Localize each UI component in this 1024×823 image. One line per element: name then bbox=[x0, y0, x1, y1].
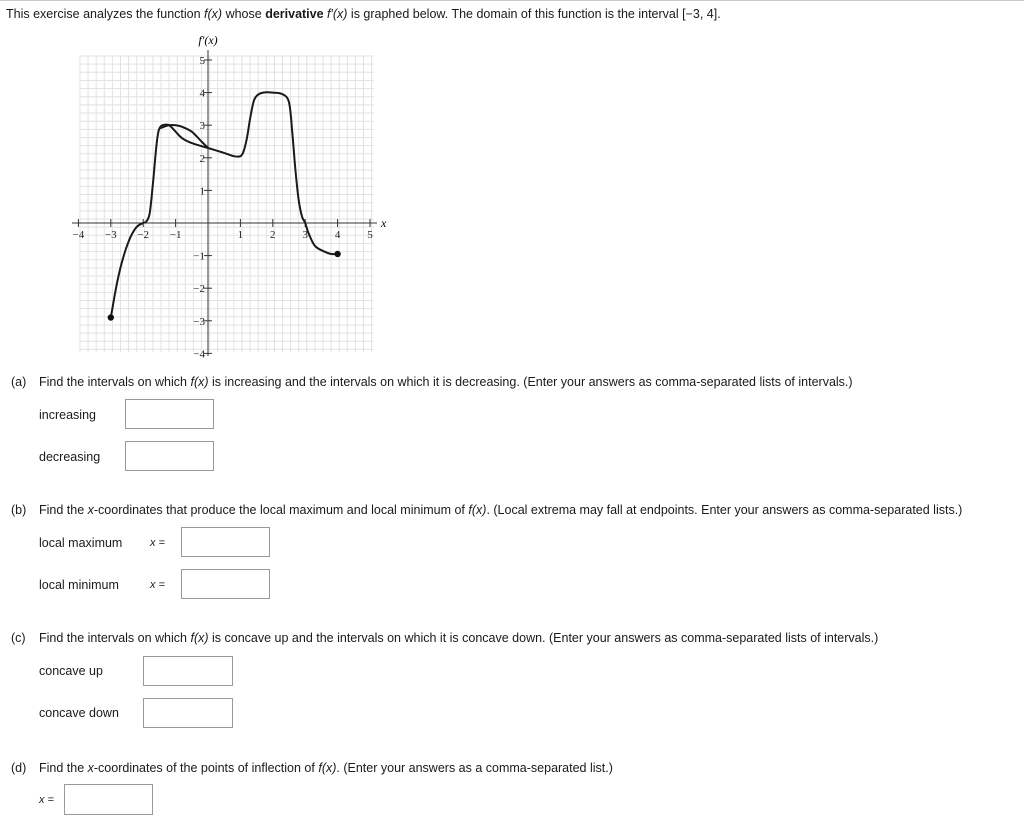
part-c-label: (c) bbox=[11, 631, 26, 645]
part-a-fx: f(x) bbox=[190, 375, 209, 389]
concave-down-label: concave down bbox=[39, 706, 119, 720]
intro-part3: is graphed below. The domain of this function is the interval [−3, 4]. bbox=[347, 7, 721, 21]
y-tick-label: −2 bbox=[193, 283, 205, 296]
endpoint-dot bbox=[334, 251, 340, 257]
part-b-text2: -coordinates that produce the local maximum and local minimum of bbox=[93, 503, 469, 517]
part-d-fx: f(x) bbox=[318, 761, 337, 775]
x-tick-label: −2 bbox=[137, 229, 150, 241]
local-min-input-box[interactable] bbox=[181, 569, 270, 599]
part-d-text1: Find the bbox=[39, 761, 88, 775]
concave-down-input-box[interactable] bbox=[143, 698, 233, 728]
increasing-label: increasing bbox=[39, 408, 96, 422]
part-d-question bbox=[11, 761, 613, 775]
local-max-input-box[interactable] bbox=[181, 527, 270, 557]
intro-part1: This exercise analyzes the function bbox=[6, 7, 205, 21]
part-b-label: (b) bbox=[11, 503, 27, 517]
part-c-text2: is concave up and the intervals on which it is concave down. (Enter your answers as comma-separated lists of intervals.) bbox=[208, 631, 879, 645]
part-b-text3: . (Local extrema may fall at endpoints. Enter your answers as comma-separated lists.) bbox=[486, 503, 963, 517]
part-d-text3: . (Enter your answers as a comma-separated list.) bbox=[336, 761, 613, 775]
y-tick-label: 4 bbox=[199, 87, 205, 100]
x-tick-label: −4 bbox=[72, 229, 85, 241]
inflection-input[interactable] bbox=[65, 785, 152, 814]
decreasing-input-box[interactable] bbox=[125, 441, 214, 471]
y-tick-label: 3 bbox=[199, 120, 205, 133]
derivative-graph bbox=[0, 30, 400, 360]
endpoint-dot bbox=[108, 314, 114, 320]
concave-up-label: concave up bbox=[39, 664, 103, 678]
local-max-x-eq: x = bbox=[150, 537, 165, 549]
intro-text bbox=[6, 7, 721, 21]
part-a-label: (a) bbox=[11, 375, 27, 389]
y-tick-label: −4 bbox=[193, 348, 205, 360]
x-tick-label: 1 bbox=[237, 229, 244, 241]
intro-bold: derivative bbox=[265, 7, 324, 21]
concave-up-input[interactable] bbox=[144, 657, 232, 685]
part-a-question bbox=[11, 375, 853, 389]
decreasing-label: decreasing bbox=[39, 450, 101, 464]
local-max-input[interactable] bbox=[182, 528, 269, 556]
intro-fprime: f′(x) bbox=[323, 7, 348, 21]
part-b-fx: f(x) bbox=[468, 503, 487, 517]
local-min-input[interactable] bbox=[182, 570, 269, 598]
y-tick-label: 2 bbox=[199, 152, 205, 165]
y-axis-label: f′(x) bbox=[198, 33, 218, 47]
part-c-fx: f(x) bbox=[190, 631, 209, 645]
part-d-xvar: x bbox=[87, 761, 94, 775]
part-b-question bbox=[11, 503, 962, 517]
inflection-input-box[interactable] bbox=[64, 784, 153, 815]
part-d-label: (d) bbox=[11, 761, 27, 775]
x-tick-label: −1 bbox=[169, 229, 182, 241]
part-d-text2: -coordinates of the points of inflection of bbox=[93, 761, 319, 775]
x-tick-label: 5 bbox=[367, 229, 373, 241]
graph-grid bbox=[80, 56, 374, 352]
x-tick-label: 2 bbox=[270, 229, 276, 241]
part-b-text1: Find the bbox=[39, 503, 88, 517]
intro-part2: whose bbox=[222, 7, 266, 21]
graph-curve bbox=[108, 92, 341, 320]
y-tick-label: −3 bbox=[193, 315, 205, 328]
local-min-x-eq: x = bbox=[150, 579, 165, 591]
top-divider bbox=[0, 0, 1024, 1]
y-tick-label: −1 bbox=[193, 250, 205, 263]
y-tick-label: 1 bbox=[199, 185, 205, 198]
part-b-xvar: x bbox=[87, 503, 94, 517]
graph-ticks bbox=[73, 55, 374, 360]
local-max-label: local maximum bbox=[39, 536, 123, 550]
part-a-text1: Find the intervals on which bbox=[39, 375, 191, 389]
decreasing-input[interactable] bbox=[126, 442, 213, 470]
x-tick-label: 4 bbox=[334, 229, 341, 241]
x-tick-label: 3 bbox=[302, 229, 308, 241]
y-tick-label: 5 bbox=[199, 55, 205, 67]
x-tick-label: −3 bbox=[104, 229, 117, 241]
inflection-x-eq: x = bbox=[39, 794, 54, 806]
x-axis-label: x bbox=[381, 216, 387, 230]
part-a-text2: is increasing and the intervals on which it is decreasing. (Enter your answers as comma-separated lists of intervals.) bbox=[208, 375, 853, 389]
increasing-input-box[interactable] bbox=[125, 399, 214, 429]
part-c-text1: Find the intervals on which bbox=[39, 631, 191, 645]
increasing-input[interactable] bbox=[126, 400, 213, 428]
concave-up-input-box[interactable] bbox=[143, 656, 233, 686]
part-c-question bbox=[11, 631, 878, 645]
intro-fx: f(x) bbox=[204, 7, 223, 21]
local-min-label: local minimum bbox=[39, 578, 119, 592]
concave-down-input[interactable] bbox=[144, 699, 232, 727]
